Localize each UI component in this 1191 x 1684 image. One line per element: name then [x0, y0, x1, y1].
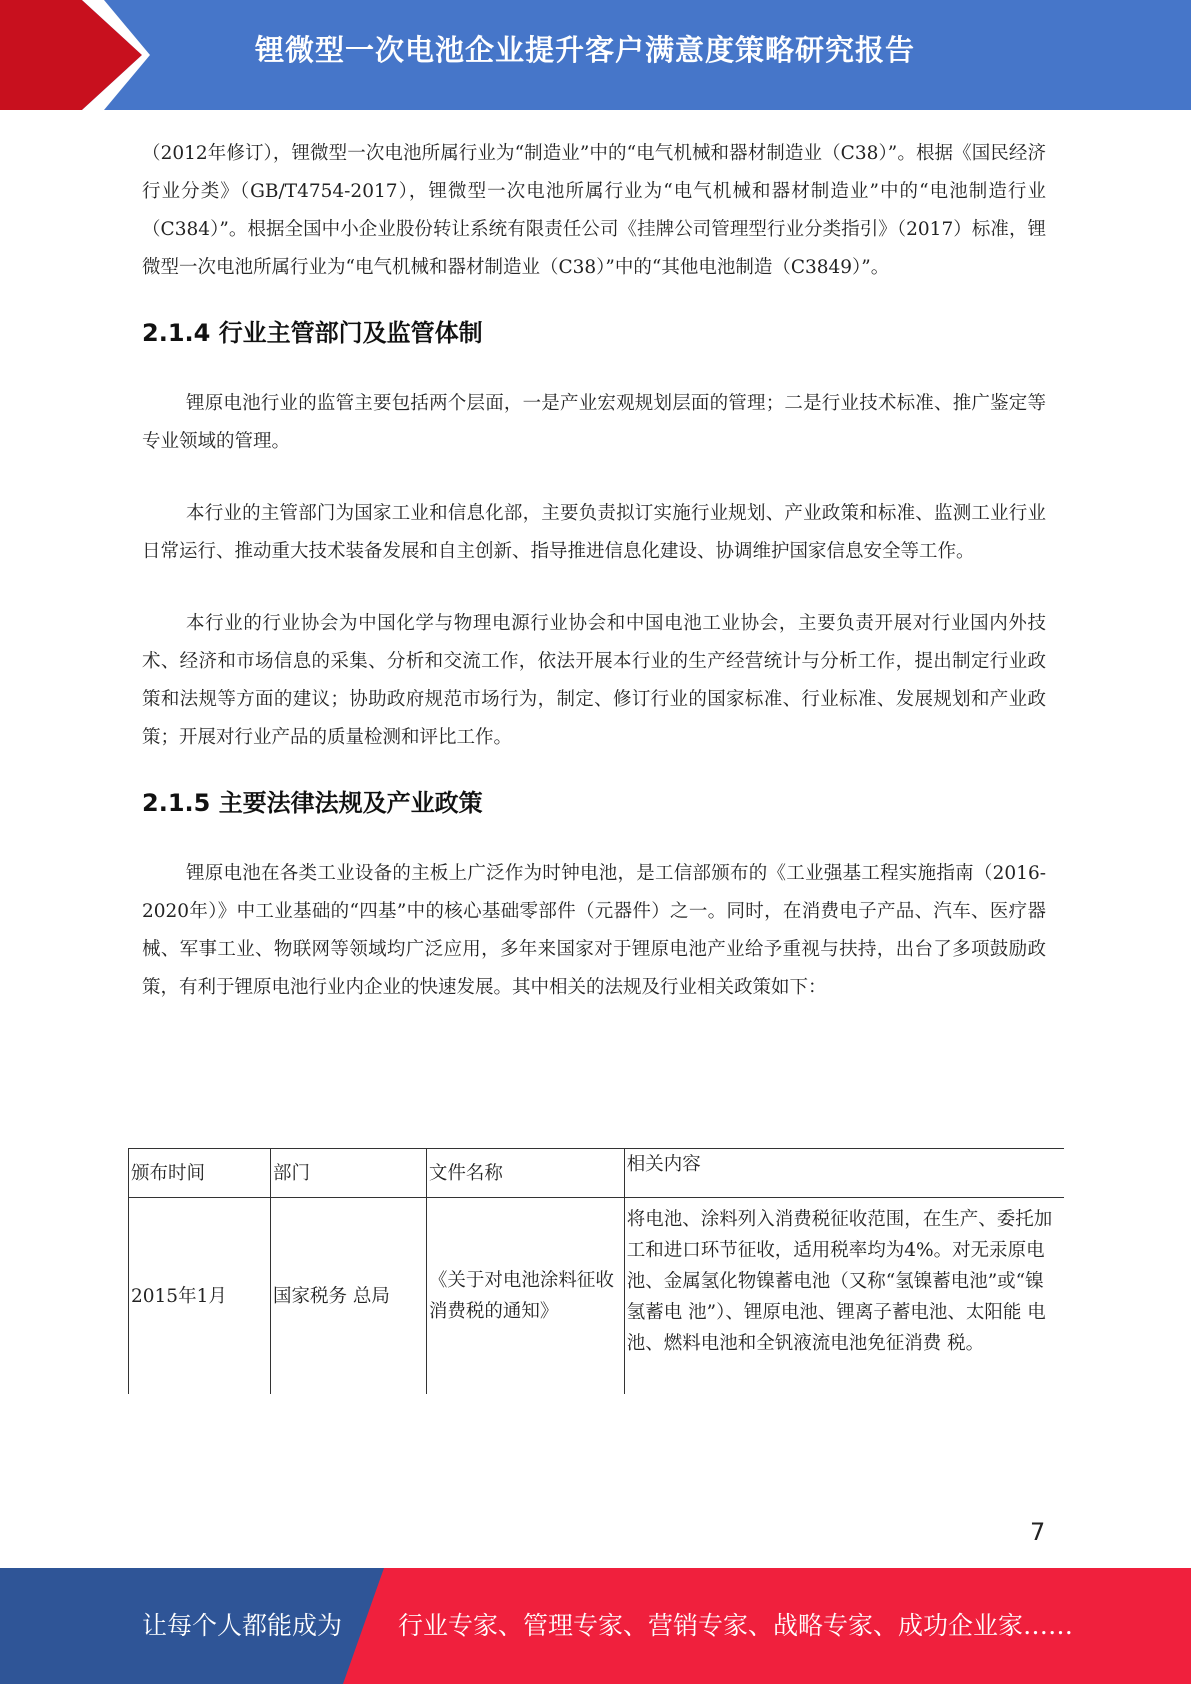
table-cell-date: 2015年1月 [129, 1198, 271, 1395]
document-body [142, 135, 1046, 1007]
table-cell-department: 国家税务 总局 [270, 1198, 426, 1395]
section-heading-2-1-5: 2.1.5 主要法律法规及产业政策 [142, 789, 483, 817]
footer-slogan-left: 让每个人都能成为 [142, 1611, 343, 1640]
table-cell-document: 《关于对电池涂料征收消费税的通知》 [426, 1198, 624, 1395]
intro-paragraph: （2012年修订），锂微型一次电池所属行业为“制造业”中的“电气机械和器材制造业（C38）”。根据《国民经济行业分类》（GB/T4754-2017），锂微型一次电池所属行业为“电气机械和器材制造业”中的“电池制造行业（C384）”。根据全国中小企业股份转让系统有限责任公司《挂牌公司管理型行业分类指引》（2017）标准，锂微型一次电池所属行业为“电气机械和器材制造业（C38）”中的“其他电池制造（C3849）”。 [142, 143, 1046, 278]
table-header-date: 颁布时间 [129, 1149, 271, 1198]
report-title: 锂微型一次电池企业提升客户满意度策略研究报告 [255, 33, 916, 67]
table-header-department: 部门 [270, 1149, 426, 1198]
policy-table [128, 1148, 1064, 1394]
table-header-row [129, 1149, 1065, 1198]
section-heading-2-1-4: 2.1.4 行业主管部门及监管体制 [142, 319, 483, 347]
paragraph-supervision-levels: 锂原电池行业的监管主要包括两个层面，一是产业宏观规划层面的管理；二是行业技术标准、推广鉴定等专业领域的管理。 [142, 393, 1046, 452]
table-header-document: 文件名称 [426, 1149, 624, 1198]
table-row [129, 1198, 1065, 1395]
table-header-content: 相关内容 [624, 1149, 1064, 1198]
paragraph-industry-association: 本行业的行业协会为中国化学与物理电源行业协会和中国电池工业协会，主要负责开展对行业国内外技术、经济和市场信息的采集、分析和交流工作，依法开展本行业的生产经营统计与分析工作，提出制定行业政策和法规等方面的建议；协助政府规范市场行为，制定、修订行业的国家标准、行业标准、发展规划和产业政策；开展对行业产品的质量检测和评比工作。 [142, 613, 1046, 748]
paragraph-competent-department: 本行业的主管部门为国家工业和信息化部，主要负责拟订实施行业规划、产业政策和标准、监测工业行业日常运行、推动重大技术装备发展和自主创新、指导推进信息化建设、协调维护国家信息安全等工作。 [142, 503, 1046, 562]
page-header [0, 0, 1191, 110]
table-cell-content: 将电池、涂料列入消费税征收范围，在生产、委托加工和进口环节征收，适用税率均为4%。对无汞原电池、金属氢化物镍蓄电池（又称“氢镍蓄电池”或“镍氢蓄电 池”）、锂原电池、锂离子蓄电池、太阳能 电池、燃料电池和全钒液流电池免征消费 税。 [624, 1198, 1064, 1395]
footer-slogan-right: 行业专家、管理专家、营销专家、战略专家、成功企业家…… [398, 1611, 1074, 1640]
paragraph-policies: 锂原电池在各类工业设备的主板上广泛作为时钟电池，是工信部颁布的《工业强基工程实施指南（2016-2020年）》中工业基础的“四基”中的核心基础零部件（元器件）之一。同时，在消费电子产品、汽车、医疗器械、军事工业、物联网等领域均广泛应用，多年来国家对于锂原电池产业给予重视与扶持，出台了多项鼓励政策，有利于锂原电池行业内企业的快速发展。其中相关的法规及行业相关政策如下： [142, 863, 1046, 998]
page-footer [0, 1568, 1191, 1684]
page-number: 7 [1030, 1518, 1046, 1546]
